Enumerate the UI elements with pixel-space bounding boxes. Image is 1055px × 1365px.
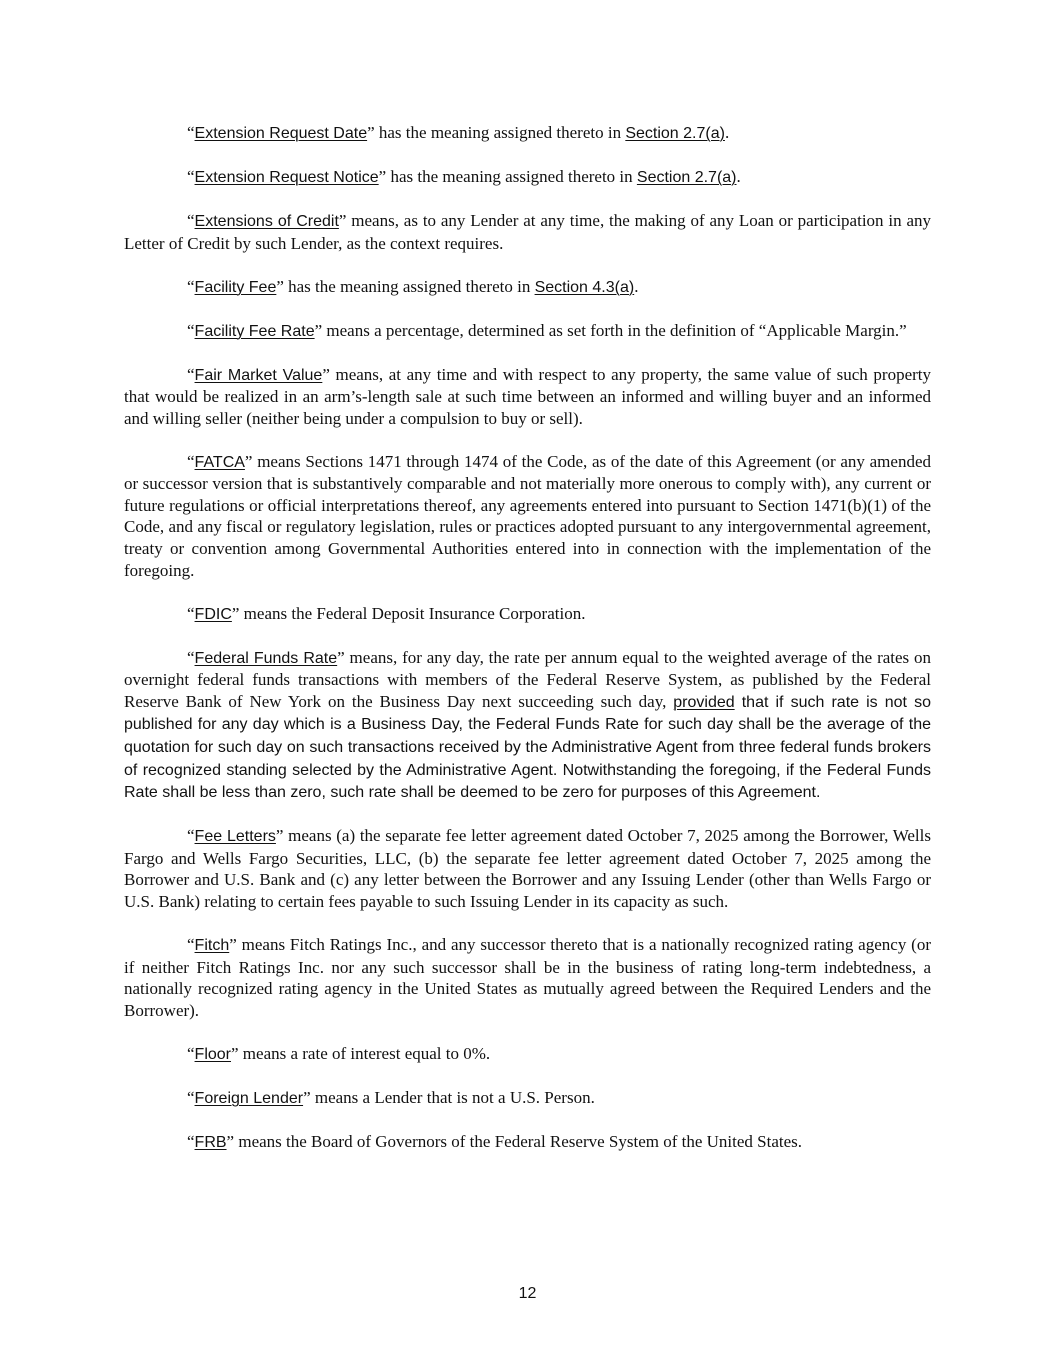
definition-foreign-lender: “Foreign Lender” means a Lender that is not a U.S. Person. [187, 1087, 595, 1107]
definition-fdic: “FDIC” means the Federal Deposit Insurance Corporation. [187, 603, 586, 623]
definition-facility-fee: “Facility Fee” has the meaning assigned thereto in Section 4.3(a). [187, 276, 639, 296]
definition-text: means, for any day, the rate per annum equal to the weighted average of the rates on overnight federal funds transactions with members of the Federal Reserve System, as published by the Federal Reserve Bank of New York on the Business Day next succeeding such day, [124, 647, 932, 711]
defined-term: Extensions of Credit [194, 212, 339, 230]
defined-term: FDIC [194, 605, 232, 623]
definition-text: has the meaning assigned thereto in [386, 166, 637, 186]
definition-fair-market-value: “Fair Market Value” means, at any time and with respect to any property, the same value of such property that would be realized in an arm’s-length sale at such time between an informed and willing buyer and an informed and willing seller (neither being under a compulsion to buy or sell). [124, 364, 932, 428]
defined-term: FATCA [194, 453, 245, 471]
definition-text: means the Board of Governors of the Federal Reserve System of the United States. [234, 1131, 803, 1151]
definition-text: has the meaning assigned thereto in [374, 123, 626, 142]
definition-text: means Fitch Ratings Inc., and any successor thereto that is a nationally recognized rating agency (or if neither Fitch Ratings Inc. nor any such successor shall be in the business of rating long-term indebtedness, a nationally recognized rating agency in the United States as mutually agreed between the Required Lenders and the Borrower). [124, 934, 931, 1020]
definition-text: means, at any time and with respect to any property, the same value of such property that would be realized in an arm’s-length sale at such time between an informed and willing buyer and an informed and willing seller (neither being under a compulsion to buy or sell). [124, 364, 932, 428]
defined-term: Floor [194, 1045, 231, 1063]
definition-floor: “Floor” means a rate of interest equal to 0%. [187, 1043, 491, 1063]
definition-fatca: “FATCA” means Sections 1471 through 1474 of the Code, as of the date of this Agreement (or any amended or successor version that is substantively comparable and not materially more onerous to comply with), any current or future regulations or official interpretations thereof, any agreements entered into pursuant to Section 1471(b)(1) of the Code, and any fiscal or regulatory legislation, rules or practices adopted pursuant to any intergovernmental agreement, treaty or convention among Governmental Authorities entered into in connection with the implementation of the foregoing. [124, 451, 931, 580]
section-reference: Section 2.7(a) [636, 168, 737, 186]
definition-text: means Sections 1471 through 1474 of the Code, as of the date of this Agreement (or any amended or successor version that is substantively comparable and not materially more onerous to comply with), any current or future regulations or official interpretations thereof, any agreements entered into pursuant to Section 1471(b)(1) of the Code, and any fiscal or regulatory legislation, rules or practices adopted pursuant to any intergovernmental agreement, treaty or convention among Governmental Authorities entered into in connection with the implementation of the foregoing. [124, 451, 931, 580]
defined-term: Facility Fee Rate [194, 322, 315, 340]
defined-term: FRB [194, 1133, 227, 1151]
section-reference: Section 4.3(a) [534, 278, 635, 296]
definition-federal-funds-rate: “Federal Funds Rate” means, for any day, the rate per annum equal to the weighted average of the rates on overnight federal funds transactions with members of the Federal Reserve System, as published by the Federal Reserve Bank of New York on the Business Day next succeeding such day, provided that if such rate is not so published for any day which is a Business Day, the Federal Funds Rate for such day shall be the average of the quotation for such day on such transactions received by the Administrative Agent from three federal funds brokers of recognized standing selected by the Administrative Agent. Notwithstanding the foregoing, if the Federal Funds Rate shall be less than zero, such rate shall be deemed to be zero for purposes of this Agreement. [124, 647, 932, 802]
definition-text: means, as to any Lender at any time, the making of any Loan or participation in any Letter of Credit by such Lender, as the context requires. [124, 210, 931, 253]
page-number: 12 [518, 1285, 537, 1302]
definition-extensions-of-credit: “Extensions of Credit” means, as to any Lender at any time, the making of any Loan or participation in any Letter of Credit by such Lender, as the context requires. [124, 210, 931, 253]
defined-term: Facility Fee [194, 278, 277, 296]
section-reference: Section 2.7(a) [625, 125, 725, 142]
defined-term: Fair Market Value [194, 366, 323, 384]
provided-term: provided [673, 693, 735, 711]
defined-term: Extension Request Notice [194, 168, 379, 186]
definition-text: means (a) the separate fee letter agreement dated October 7, 2025 among the Borrower, Wells Fargo and Wells Fargo Securities, LLC, (b) the separate fee letter agreement dated October 7, 2025 among the Borrower and U.S. Bank and (c) any letter between the Borrower and any Issuing Lender (other than Wells Fargo or U.S. Bank) relating to certain fees payable to such Issuing Lender in its capacity as such. [124, 826, 931, 911]
defined-term: Extension Request Date [194, 125, 368, 142]
definition-frb: “FRB” means the Board of Governors of the Federal Reserve System of the United States. [187, 1131, 803, 1151]
definition-fee-letters: “Fee Letters” means (a) the separate fee letter agreement dated October 7, 2025 among the Borrower, Wells Fargo and Wells Fargo Securities, LLC, (b) the separate fee letter agreement dated October 7, 2025 among the Borrower and U.S. Bank and (c) any letter between the Borrower and any Issuing Lender (other than Wells Fargo or U.S. Bank) relating to certain fees payable to such Issuing Lender in its capacity as such. [124, 826, 931, 911]
definition-extension-request-date: “Extension Request Date” has the meaning assigned thereto in Section 2.7(a). [187, 123, 730, 142]
defined-term: Fee Letters [194, 828, 276, 846]
definition-facility-fee-rate: “Facility Fee Rate” means a percentage, determined as set forth in the definition of “Applicable Margin.” [187, 320, 907, 340]
definition-text: means a percentage, determined as set forth in the definition of “Applicable Margin.” [322, 320, 907, 340]
document-page [124, 122, 931, 1175]
definition-fitch: “Fitch” means Fitch Ratings Inc., and any successor thereto that is a nationally recognized rating agency (or if neither Fitch Ratings Inc. nor any such successor shall be in the business of rating long-term indebtedness, a nationally recognized rating agency in the United States as mutually agreed between the Required Lenders and the Borrower). [124, 934, 931, 1020]
definition-extension-request-notice: “Extension Request Notice” has the meaning assigned thereto in Section 2.7(a). [187, 166, 741, 186]
definition-text: means a Lender that is not a U.S. Person. [310, 1087, 595, 1107]
defined-term: Fitch [194, 936, 230, 954]
definition-text: has the meaning assigned thereto in [283, 276, 535, 296]
definition-text: means the Federal Deposit Insurance Corporation. [239, 603, 586, 623]
defined-term: Foreign Lender [194, 1089, 304, 1107]
definition-text: means a rate of interest equal to 0%. [238, 1043, 491, 1063]
defined-term: Federal Funds Rate [194, 649, 338, 667]
definition-text-continued: that if such rate is not so published for any day which is a Business Day, the Federal Funds Rate for such day shall be the average of the quotation for such day on such transactions received by the Administrative Agent from three federal funds brokers of recognized standing selected by the Administrative Agent. Notwithstanding the foregoing, if the Federal Funds Rate shall be less than zero, such rate shall be deemed to be zero for purposes of this Agreement. [124, 693, 931, 802]
